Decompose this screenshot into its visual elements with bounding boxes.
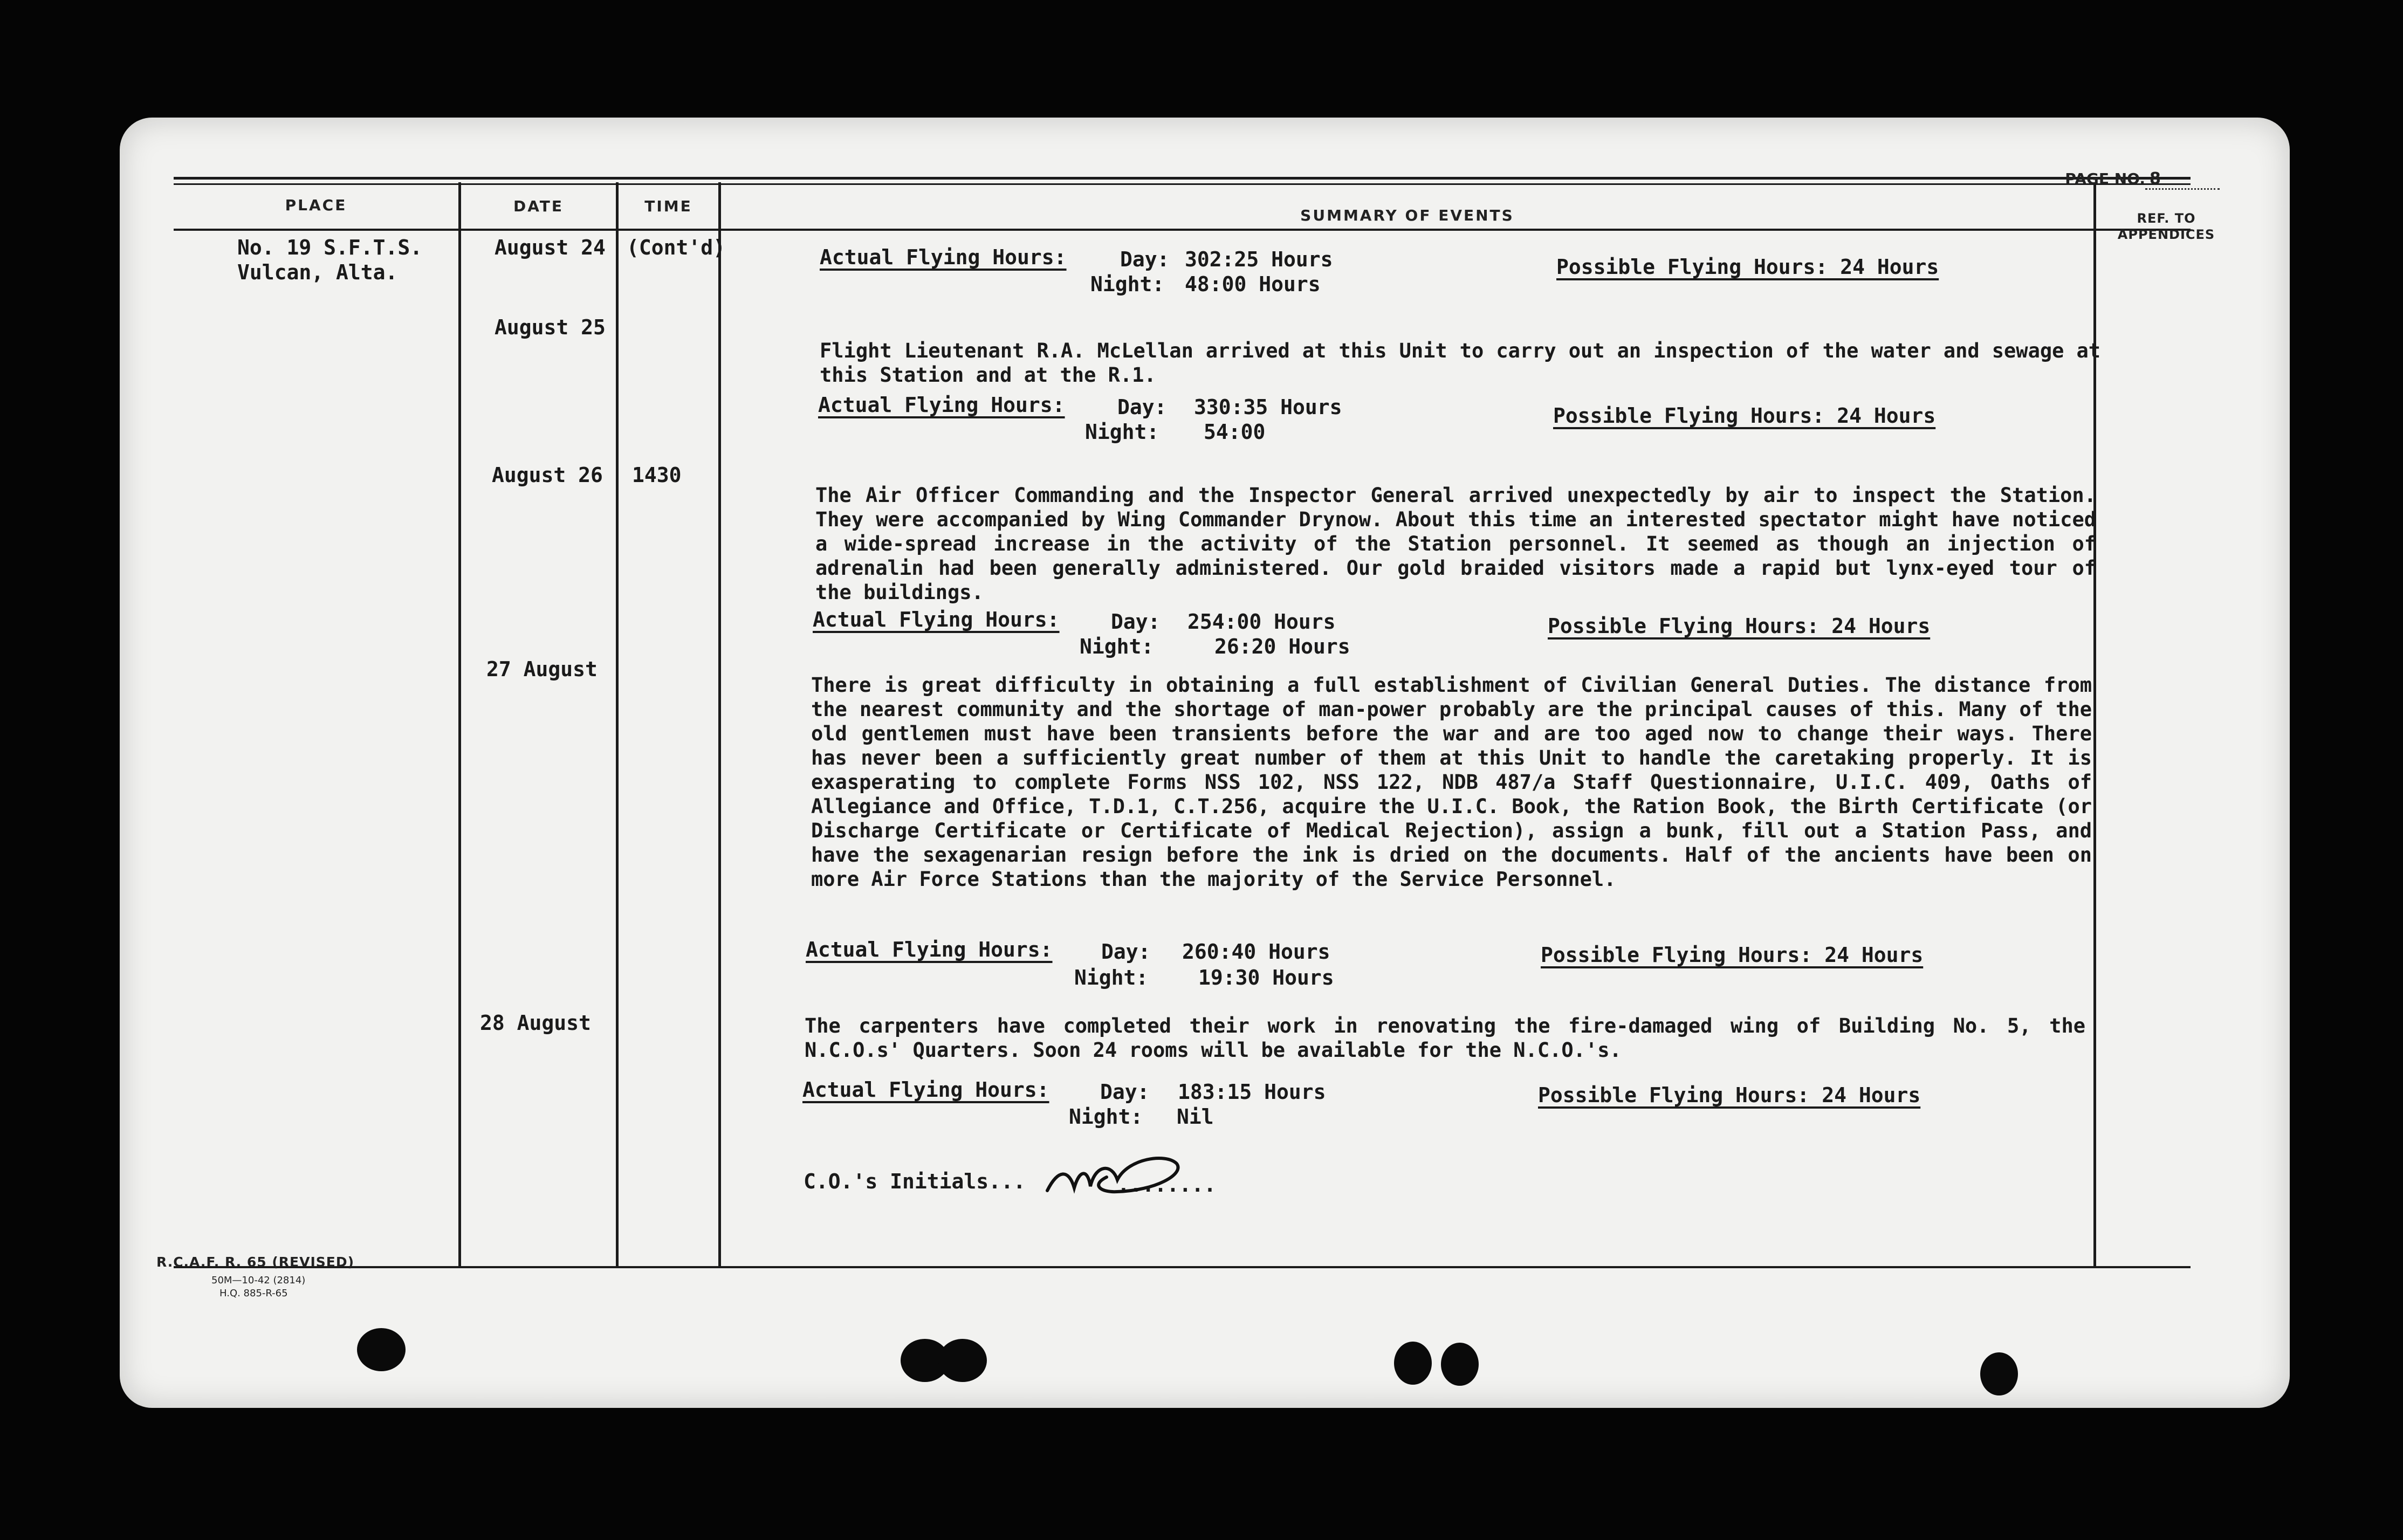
place-line-2: Vulcan, Alta. xyxy=(237,260,398,284)
column-divider-place xyxy=(458,182,461,1268)
night-label: Night: xyxy=(1090,272,1165,296)
punch-hole xyxy=(1441,1343,1479,1386)
day-hours-value: 183:15 Hours xyxy=(1178,1080,1326,1104)
day-hours-value: 330:35 Hours xyxy=(1194,395,1342,419)
night-label: Night: xyxy=(1080,635,1154,658)
day-hours-value: 254:00 Hours xyxy=(1187,610,1336,634)
co-initials-label: C.O.'s Initials... xyxy=(804,1170,1026,1193)
possible-flying-hours: Possible Flying Hours: 24 Hours xyxy=(1548,614,1931,638)
column-divider-time xyxy=(718,182,721,1268)
entry-text: There is great difficulty in obtaining a full establishment of Civilian General Duties. The distance from the nearest community and the shortage of man-power probably are the principal causes of this. Many of the old gentlemen must have been transients before the war and are too aged now to change their ways. There has never been a sufficiently great number of them at this Unit to handle the caretaking properly. It is exasperating to complete Forms NSS 102, NSS 122, NDB 487/a Staff Questionnaire, U.I.C. 409, Oaths of Allegiance and Office, T.D.1, C.T.256, acquire the U.I.C. Book, the Ration Book, the Birth Certificate (or Discharge Certificate or Certificate of Medical Rejection), assign a bunk, fill out a Station Pass, and have the sexagenarian resign before the ink is dried on the documents. Half of the ancients have been on more Air Force Stations than the majority of the Service Personnel. xyxy=(811,673,2092,891)
entry-text: Flight Lieutenant R.A. McLellan arrived at this Unit to carry out an inspection of the water and sewage at this Station and at the R.1. xyxy=(820,339,2100,387)
possible-flying-hours: Possible Flying Hours: 24 Hours xyxy=(1556,255,1939,279)
punch-hole xyxy=(357,1328,406,1371)
entry-time: 1430 xyxy=(632,463,682,487)
night-label: Night: xyxy=(1085,420,1159,444)
top-double-rule xyxy=(174,177,2191,180)
header-summary: SUMMARY OF EVENTS xyxy=(1300,207,1514,224)
day-label: Day: xyxy=(1101,940,1151,964)
header-ref-line1: REF. TO xyxy=(2137,211,2196,226)
actual-flying-hours-label: Actual Flying Hours: xyxy=(820,245,1067,269)
actual-flying-hours-label: Actual Flying Hours: xyxy=(813,608,1060,631)
possible-flying-hours: Possible Flying Hours: 24 Hours xyxy=(1553,404,1936,428)
actual-flying-hours-label: Actual Flying Hours: xyxy=(802,1078,1049,1102)
entry-text: The carpenters have completed their work in renovating the fire-damaged wing of Building No. 5, the N.C.O.s' Quarters. Soon 24 rooms will be available for the N.C.O.'s. xyxy=(805,1014,2085,1062)
entry-text: The Air Officer Commanding and the Inspector General arrived unexpectedly by air to inspect the Station. They were accompanied by Wing Commander Drynow. About this time an interested spectator might have noticed a wide-spread increase in the activity of the Station personnel. It seemed as though an injection of adrenalin had been generally administered. Our gold braided visitors made a rapid but lynx-eyed tour of the buildings. xyxy=(815,484,2096,604)
entry-time: (Cont'd) xyxy=(627,236,726,259)
header-ref-line2: APPENDICES xyxy=(2117,227,2215,242)
punch-hole xyxy=(1394,1342,1432,1385)
co-initials-trail: ........ xyxy=(1117,1173,1217,1197)
entry-date: August 24 xyxy=(495,236,606,259)
night-label: Night: xyxy=(1074,966,1149,989)
night-hours-value: 48:00 Hours xyxy=(1185,272,1321,296)
actual-flying-hours-label: Actual Flying Hours: xyxy=(806,938,1053,961)
header-place: PLACE xyxy=(285,196,347,214)
actual-flying-hours-label: Actual Flying Hours: xyxy=(818,393,1065,417)
day-label: Day: xyxy=(1111,610,1161,634)
entry-date: August 25 xyxy=(495,315,606,339)
co-signature xyxy=(1036,1147,1187,1207)
form-number xyxy=(156,1254,354,1270)
page-number-label: PAGE NO. xyxy=(2065,170,2145,188)
column-divider-date xyxy=(616,182,619,1268)
punch-hole xyxy=(938,1339,987,1382)
page-number-value: 8 xyxy=(2145,169,2220,190)
possible-flying-hours: Possible Flying Hours: 24 Hours xyxy=(1541,943,1924,967)
entry-date: August 26 xyxy=(492,463,603,487)
day-label: Day: xyxy=(1117,395,1167,419)
night-hours-value: 26:20 Hours xyxy=(1214,635,1350,658)
night-hours-value: Nil xyxy=(1177,1105,1214,1129)
header-date: DATE xyxy=(513,197,564,215)
form-print-code: 50M—10-42 (2814) xyxy=(211,1275,306,1286)
entry-date: 28 August xyxy=(480,1011,591,1035)
top-double-rule-inner xyxy=(174,183,2191,185)
night-hours-value: 19:30 Hours xyxy=(1198,966,1334,989)
punch-hole xyxy=(1980,1352,2018,1395)
diary-form-card xyxy=(120,118,2290,1408)
day-hours-value: 260:40 Hours xyxy=(1182,940,1330,964)
footer-rule xyxy=(174,1266,2191,1268)
entry-date: 27 August xyxy=(486,657,598,681)
possible-flying-hours: Possible Flying Hours: 24 Hours xyxy=(1538,1083,1921,1107)
day-label: Day: xyxy=(1120,248,1170,271)
header-bottom-rule xyxy=(174,229,2191,231)
header-time: TIME xyxy=(644,197,692,215)
form-number-line1: R.C.A.F. R. 65 (REVISED) xyxy=(156,1254,355,1270)
header-ref xyxy=(2096,210,2236,243)
page-number xyxy=(2065,169,2220,190)
night-hours-value: 54:00 xyxy=(1204,420,1266,444)
place-line-1: No. 19 S.F.T.S. xyxy=(237,236,423,259)
form-hq-code: H.Q. 885-R-65 xyxy=(219,1288,288,1299)
night-label: Night: xyxy=(1069,1105,1143,1129)
day-label: Day: xyxy=(1100,1080,1150,1104)
day-hours-value: 302:25 Hours xyxy=(1185,248,1333,271)
